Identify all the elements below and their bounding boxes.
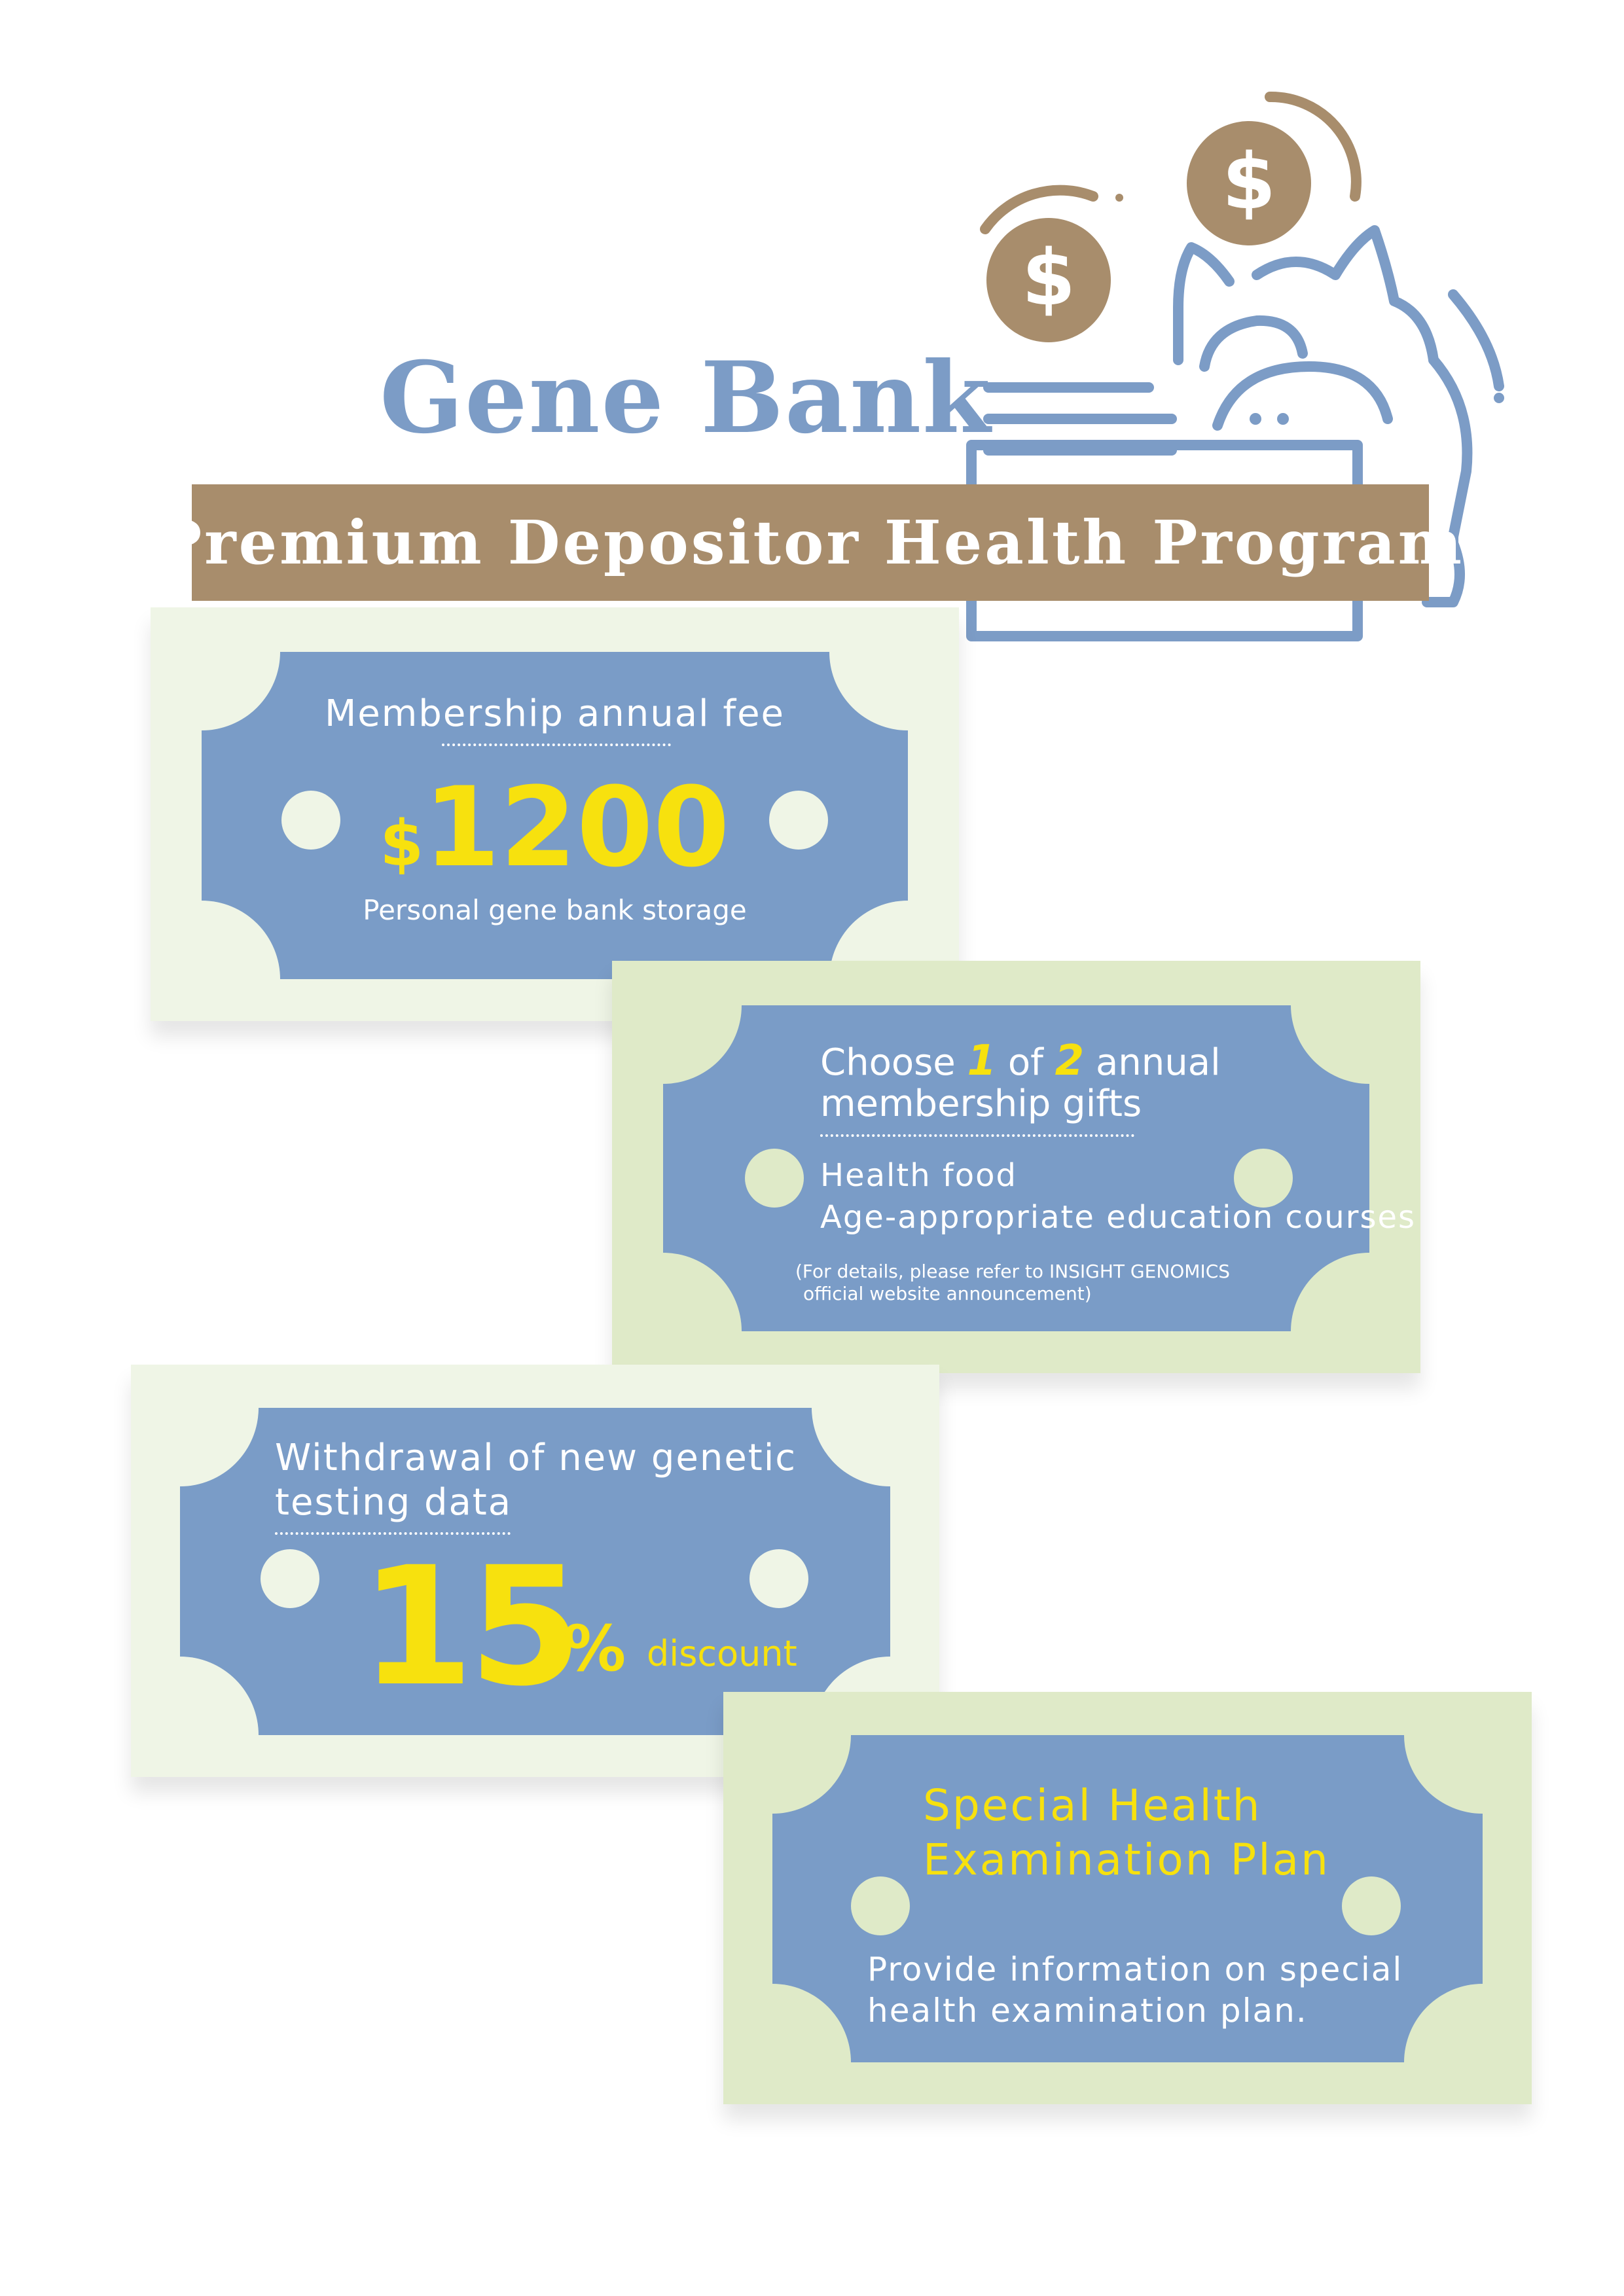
gifts-divider xyxy=(820,1134,1134,1137)
gifts-heading-part: of xyxy=(996,1041,1055,1084)
coin-dollar-icon xyxy=(985,190,1123,342)
fee-divider xyxy=(442,744,671,746)
punch-hole xyxy=(851,1876,910,1935)
discount-label: discount xyxy=(647,1633,797,1674)
punch-hole xyxy=(1342,1876,1401,1935)
discount-heading-line2: testing data xyxy=(275,1481,513,1524)
gifts-heading-num1: 1 xyxy=(967,1037,997,1085)
gift-item: Age-appropriate education courses xyxy=(820,1199,1416,1236)
exam-ticket xyxy=(723,1692,1532,2104)
svg-text:$: $ xyxy=(1021,232,1076,323)
punch-hole xyxy=(749,1549,808,1608)
exam-body-line1: Provide information on special xyxy=(867,1950,1403,1988)
fee-caption: Personal gene bank storage xyxy=(363,894,747,926)
fee-heading: Membership annual fee xyxy=(324,692,785,735)
exam-heading-line1: Special Health xyxy=(923,1780,1262,1831)
gifts-note-line2: official website announcement) xyxy=(803,1283,1092,1304)
fee-currency: $ xyxy=(380,807,424,880)
punch-hole xyxy=(261,1549,319,1608)
discount-heading-line1: Withdrawal of new genetic xyxy=(275,1437,797,1479)
exam-coupon-card xyxy=(723,1692,1532,2104)
discount-number: 15 xyxy=(360,1532,577,1722)
svg-text:$: $ xyxy=(1221,136,1276,226)
subtitle-banner xyxy=(156,484,1465,601)
gifts-note-line1: (For details, please refer to INSIGHT GENOMICS xyxy=(795,1261,1231,1282)
exam-body-line2: health examination plan. xyxy=(867,1992,1308,2030)
gifts-heading-num2: 2 xyxy=(1055,1037,1085,1085)
page-title: Gene Bank xyxy=(380,340,992,456)
fee-value: 1200 xyxy=(424,763,730,891)
punch-hole xyxy=(745,1149,804,1208)
discount-percent: % xyxy=(563,1612,626,1685)
gifts-coupon-card xyxy=(612,961,1420,1373)
gifts-heading xyxy=(820,1037,1221,1085)
fee-coupon-card xyxy=(151,607,959,1021)
gifts-heading-line2: membership gifts xyxy=(820,1083,1142,1125)
fee-amount xyxy=(151,763,959,891)
coin-dollar-icon xyxy=(1187,97,1356,245)
gifts-heading-part: annual xyxy=(1084,1041,1221,1084)
exam-heading-line2: Examination Plan xyxy=(923,1835,1330,1885)
gifts-heading-part: Choose xyxy=(820,1041,967,1084)
gift-item: Health food xyxy=(820,1157,1017,1194)
subtitle-text: Premium Depositor Health Program xyxy=(156,507,1465,578)
